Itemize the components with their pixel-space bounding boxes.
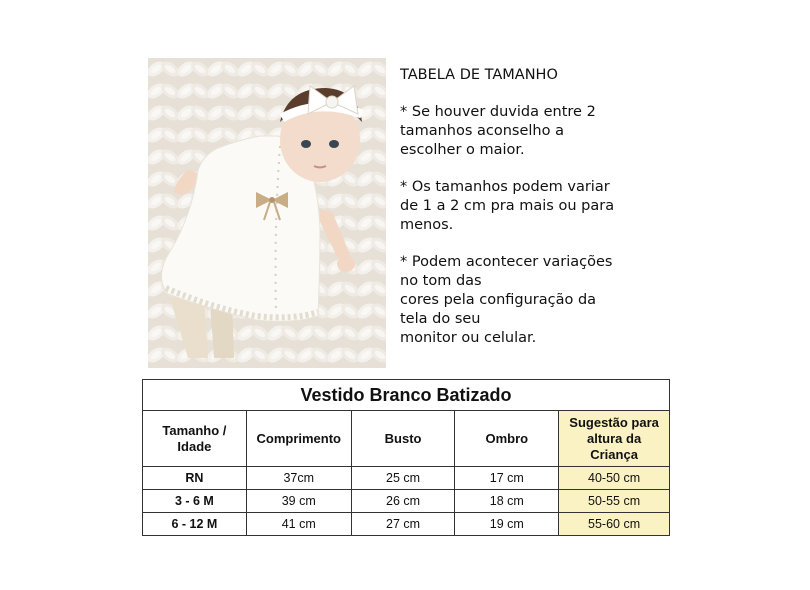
cell-bust: 25 cm (351, 467, 455, 490)
cell-size: RN (143, 467, 247, 490)
note-size-variation: * Os tamanhos podem variar de 1 a 2 cm pra mais ou para menos. (400, 179, 615, 233)
cell-size: 6 - 12 M (143, 513, 247, 536)
table-header-row (143, 411, 670, 467)
table-row (143, 467, 670, 490)
cell-length: 41 cm (246, 513, 351, 536)
product-photo (148, 58, 386, 368)
cell-length: 37cm (246, 467, 351, 490)
size-info (400, 66, 690, 366)
col-header-bust: Busto (351, 411, 455, 467)
cell-height: 55-60 cm (559, 513, 670, 536)
cell-size: 3 - 6 M (143, 490, 247, 513)
cell-shoulder: 19 cm (455, 513, 559, 536)
size-chart-heading: TABELA DE TAMANHO (400, 67, 558, 83)
cell-length: 39 cm (246, 490, 351, 513)
cell-bust: 26 cm (351, 490, 455, 513)
cell-height: 50-55 cm (559, 490, 670, 513)
col-header-length: Comprimento (246, 411, 351, 467)
cell-bust: 27 cm (351, 513, 455, 536)
note-color-variation: * Podem acontecer variações no tom das cores pela configuração da tela do seu monitor ou celular. (400, 254, 613, 346)
table-title: Vestido Branco Batizado (143, 380, 670, 411)
cell-shoulder: 17 cm (455, 467, 559, 490)
table-row (143, 490, 670, 513)
size-table (142, 379, 670, 536)
note-size-doubt: * Se houver duvida entre 2 tamanhos aconselho a escolher o maior. (400, 104, 596, 158)
table-row (143, 513, 670, 536)
col-header-shoulder: Ombro (455, 411, 559, 467)
col-header-height-suggestion: Sugestão para altura da Criança (559, 411, 670, 467)
cell-height: 40-50 cm (559, 467, 670, 490)
col-header-size-age: Tamanho / Idade (143, 411, 247, 467)
cell-shoulder: 18 cm (455, 490, 559, 513)
